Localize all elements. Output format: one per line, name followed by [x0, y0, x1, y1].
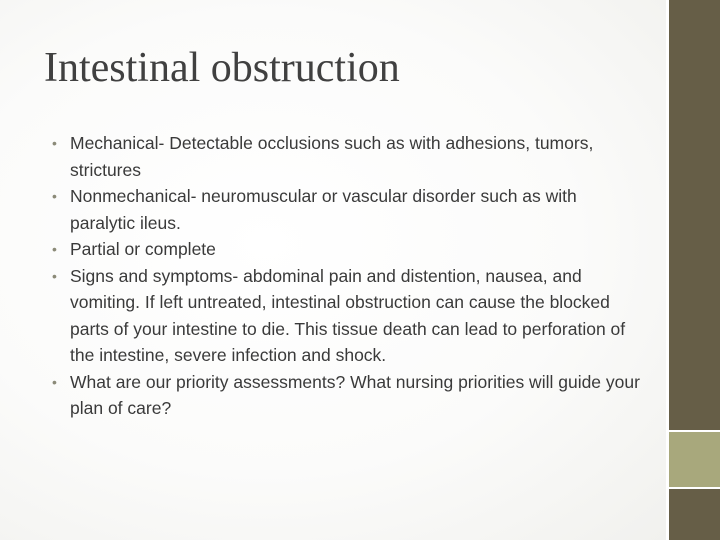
bullet-dot-icon: • — [52, 188, 57, 204]
slide-title: Intestinal obstruction — [44, 45, 400, 91]
bullet-list — [52, 130, 642, 422]
bullet-text: Partial or complete — [70, 239, 216, 259]
sidebar-panel-top — [669, 0, 720, 430]
bullet-text: Signs and symptoms- abdominal pain and distention, nausea, and vomiting. If left untreated, intestinal obstruction can cause the blocked parts of your intestine to die. This tissue death can lead to perforation of the intestine, severe infection and shock. — [70, 265, 626, 365]
list-item — [52, 130, 642, 183]
bullet-text: What are our priority assessments? What nursing priorities will guide your plan of care? — [70, 371, 640, 418]
bullet-text: Nonmechanical- neuromuscular or vascular disorder such as with paralytic ileus. — [70, 186, 577, 233]
bullet-dot-icon: • — [52, 135, 57, 151]
sidebar-panel-bottom — [669, 489, 720, 540]
bullet-dot-icon: • — [52, 373, 57, 390]
list-item — [52, 263, 642, 369]
bullet-dot-icon: • — [52, 267, 57, 284]
bullet-dot-icon: • — [52, 241, 57, 257]
list-item — [52, 236, 642, 263]
sidebar-accent-block — [669, 432, 720, 487]
bullet-text: Mechanical- Detectable occlusions such as with adhesions, tumors, strictures — [70, 133, 594, 180]
list-item — [52, 183, 642, 236]
list-item — [52, 369, 642, 422]
